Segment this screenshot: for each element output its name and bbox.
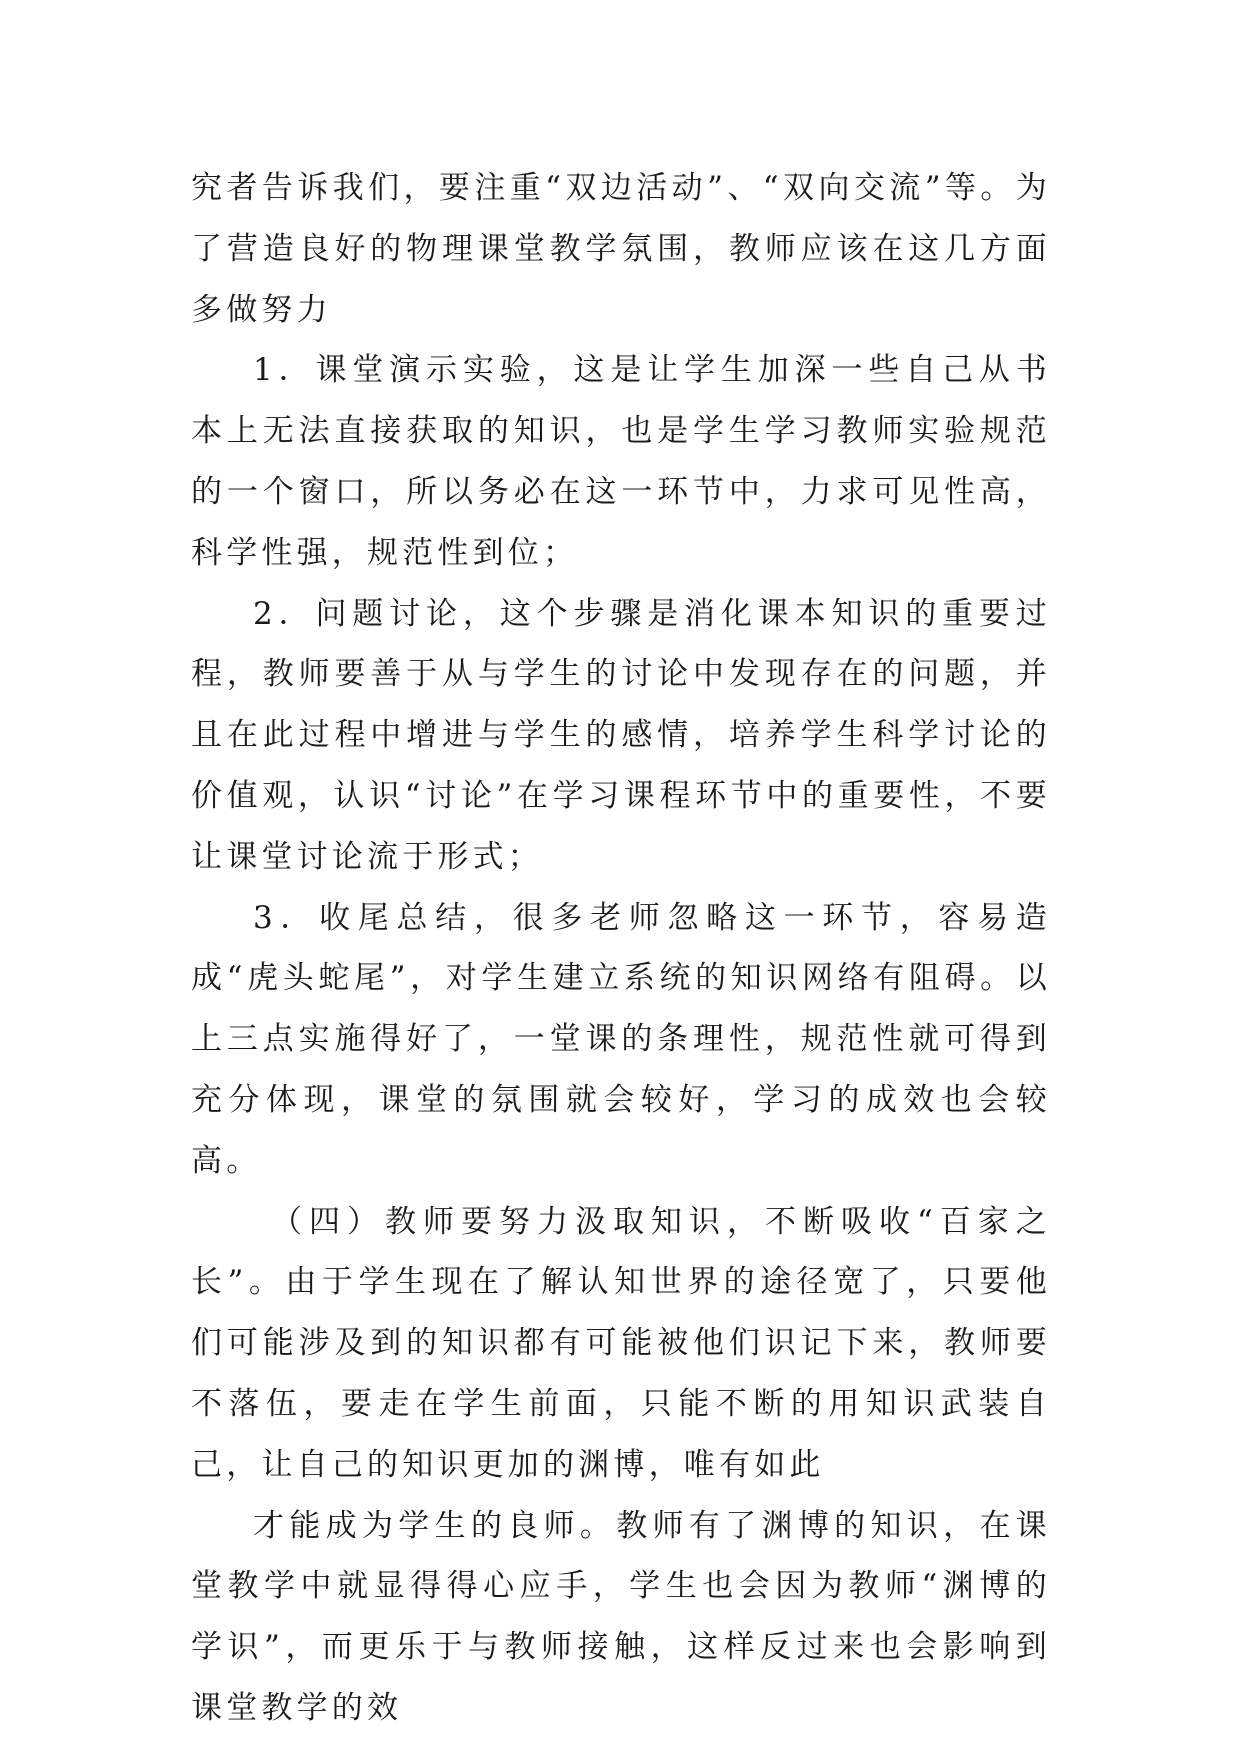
paragraph-section-4: （四）教师要努力汲取知识，不断吸收“百家之长”。由于学生现在了解认知世界的途径宽了，只要他们可能涉及到的知识都有可能被他们识记下来，教师要不落伍，要走在学生前面，只能不断的用知识武装自己，让自己的知识更加的渊博，唯有如此 <box>191 1203 1051 1483</box>
paragraph-continuation: 究者告诉我们，要注重“双边活动”、“双向交流”等。为了营造良好的物理课堂教学氛围，教师应该在这几方面多做努力 <box>191 170 1051 328</box>
body-text <box>191 158 1051 1739</box>
paragraph-conclusion: 才能成为学生的良师。教师有了渊博的知识，在课堂教学中就显得得心应手，学生也会因为教师“渊博的学识”，而更乐于与教师接触，这样反过来也会影响到课堂教学的效 <box>191 1507 1051 1726</box>
paragraph-item-3: 3．收尾总结，很多老师忽略这一环节，容易造成“虎头蛇尾”，对学生建立系统的知识网络有阻碍。以上三点实施得好了，一堂课的条理性，规范性就可得到充分体现，课堂的氛围就会较好，学习的成效也会较高。 <box>191 899 1051 1179</box>
paragraph-item-2: 2．问题讨论，这个步骤是消化课本知识的重要过程，教师要善于从与学生的讨论中发现存在的问题，并且在此过程中增进与学生的感情，培养学生科学讨论的价值观，认识“讨论”在学习课程环节中的重要性，不要让课堂讨论流于形式； <box>191 595 1051 875</box>
paragraph-item-1: 1．课堂演示实验，这是让学生加深一些自己从书本上无法直接获取的知识，也是学生学习教师实验规范的一个窗口，所以务必在这一环节中，力求可见性高，科学性强，规范性到位； <box>191 352 1051 571</box>
